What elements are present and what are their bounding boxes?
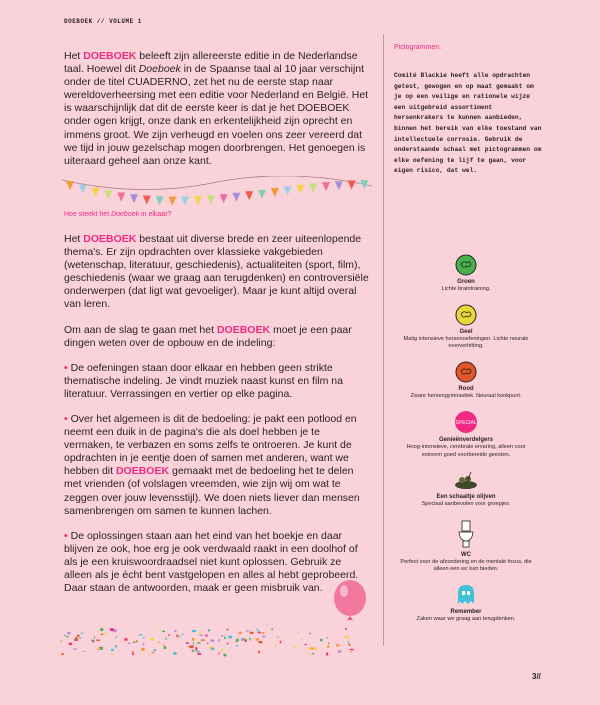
confetti-piece (236, 645, 239, 646)
confetti-piece (75, 637, 77, 640)
confetti-piece (338, 650, 341, 652)
confetti-piece (211, 640, 215, 642)
confetti-piece (218, 653, 219, 655)
confetti-piece (100, 647, 103, 650)
confetti-piece (100, 628, 103, 631)
confetti-piece (259, 641, 263, 643)
confetti-piece (250, 638, 254, 639)
pictogram-legend (396, 254, 536, 633)
bunting-flag (335, 181, 343, 190)
bunting-flag (66, 181, 74, 190)
confetti-piece (111, 649, 114, 651)
paragraph-start: Om aan de slag te gaan met het DOEBOEK moet je een paar dingen weten over de opbouw en de indeling: (64, 323, 352, 349)
confetti-piece (168, 635, 170, 636)
confetti-piece (203, 639, 204, 642)
confetti-piece (105, 632, 107, 634)
bullet-oefeningen: • De oefeningen staan door elkaar en hebben geen strikte thematische indeling. Je vindt muziek naast kunst en film na literatuur. Verrassingen en vertier op elke pagina. (64, 361, 343, 400)
paragraph-themes: Het DOEBOEK bestaat uit diverse brede en zeer uiteenlopende thema's. Er zijn opdrachten over klassieke vakgebieden (wetenschap, literatuur, geschiedenis), actualiteiten (sport, film), geschiedenis (waar we graag aan terugdenken) en controversiële onderwerpen (dat ligt wat gevoeliger). Maar je kunt altijd overal van leren. (64, 232, 369, 311)
confetti-piece (256, 628, 257, 629)
confetti-piece (327, 637, 329, 639)
confetti-piece (308, 647, 311, 649)
main-column (64, 50, 369, 607)
confetti-piece (173, 652, 176, 655)
confetti-piece (193, 642, 194, 645)
bunting-flag (309, 183, 317, 192)
confetti-piece (345, 636, 349, 638)
bunting-flag (220, 194, 228, 203)
confetti-piece (125, 638, 128, 641)
red-brain-icon (455, 361, 477, 383)
confetti-piece (245, 639, 247, 642)
confetti-piece (257, 630, 260, 632)
confetti-piece (174, 630, 177, 632)
confetti-piece (148, 654, 149, 655)
legend-item: Groen Lichte braintraining. (396, 254, 536, 294)
confetti-piece (208, 629, 210, 631)
bunting-flag (79, 185, 87, 194)
confetti-piece (143, 637, 145, 638)
confetti-piece (275, 645, 277, 647)
confetti-piece (198, 653, 202, 655)
confetti-piece (159, 629, 160, 632)
confetti-piece (128, 643, 131, 644)
bunting-flag (348, 181, 356, 190)
confetti-piece (201, 640, 203, 641)
confetti-piece (132, 651, 134, 653)
confetti-piece (227, 643, 228, 645)
confetti-piece (83, 651, 84, 652)
confetti-piece (111, 654, 113, 656)
bunting-flag (194, 196, 202, 205)
confetti-piece (64, 634, 65, 636)
confetti-piece (239, 632, 242, 634)
bunting-flag (322, 182, 330, 191)
confetti-piece (166, 637, 167, 640)
confetti-piece (301, 639, 302, 640)
confetti-piece (81, 632, 82, 634)
bunting-flag (156, 196, 164, 205)
confetti-piece (258, 651, 260, 654)
confetti-piece (139, 634, 142, 635)
confetti-piece (218, 639, 219, 642)
bunting-flag (104, 190, 112, 199)
confetti-piece (152, 652, 155, 654)
balloon-icon (330, 578, 370, 628)
olives-icon (453, 469, 479, 491)
confetti-piece (271, 628, 272, 630)
confetti-piece (199, 632, 201, 634)
bunting-flag (181, 197, 189, 206)
confetti-piece (110, 628, 114, 631)
confetti-piece (315, 648, 318, 651)
bunting-decoration (62, 176, 372, 212)
bunting-flag (92, 188, 100, 197)
confetti-piece (67, 632, 70, 634)
confetti-piece (192, 650, 194, 652)
bunting-flag (258, 190, 266, 199)
confetti-piece (136, 640, 137, 642)
confetti-piece (207, 643, 208, 645)
confetti-piece (200, 635, 203, 637)
legend-item: WC Perfect voor de afzondering en de mentale focus, die alleen een wc kan bieden. (396, 519, 536, 574)
confetti-piece (61, 653, 64, 655)
bullet-bedoeling: • Over het algemeen is dit de bedoeling: je pakt een potlood en neemt een duik in de pagina's die als doel hebben je te vermaken, te verbazen en soms zelfs te ontroeren. Je kunt de opdrachten in je eentje doen of samen met anderen, want we hebben dit DOEBOEK gemaakt met de bedoeling het te delen met vrienden (of volslagen vreemden, wie zijn wij om wat te zeggen over jouw levensstijl). We doen niets liever dan mensen samenbrengen om samen te kunnen lachen. (64, 412, 360, 517)
confetti-piece (345, 628, 347, 630)
confetti-piece (73, 649, 77, 650)
confetti-piece (336, 644, 339, 646)
confetti-piece (327, 646, 329, 649)
legend-item: Geel Matig intensieve hersenoefeningen. Lichte neurale oververhitting. (396, 304, 536, 351)
confetti-piece (350, 649, 354, 651)
confetti-piece (101, 634, 103, 635)
confetti-piece (278, 636, 279, 638)
special-badge-icon (454, 410, 478, 434)
confetti-piece (77, 635, 80, 637)
confetti-piece (236, 640, 237, 643)
confetti-piece (192, 630, 196, 632)
confetti-piece (154, 649, 156, 651)
confetti-piece (140, 653, 141, 655)
bunting-flag (245, 191, 253, 200)
bullet-oplossingen: • De oplossingen staan aan het eind van het boekje en daar blijven ze ook, hoe erg je ook verdwaald raakt in een doolhof of als je een kruiswoordraadsel niet kunt oplossen. Gebruik ze alleen als je écht bent vastgelopen en alles al hebt geprobeerd. Daar staan de antwoorden, maak er geen misbruik van. (64, 529, 359, 595)
confetti-piece (246, 631, 247, 633)
confetti-piece (179, 635, 180, 637)
bunting-flag (207, 195, 215, 204)
confetti-piece (189, 646, 192, 647)
confetti-piece (186, 642, 189, 644)
confetti-piece (132, 653, 134, 655)
confetti-piece (116, 636, 117, 638)
legend-item: Een schaaltje olijven Speciaal aanbevolen voor groepjes. (396, 469, 536, 509)
bunting-flag (271, 188, 279, 197)
confetti-piece (94, 637, 95, 639)
confetti-piece (280, 641, 282, 643)
confetti-piece (162, 631, 165, 632)
bunting-flag (232, 193, 240, 202)
confetti-piece (224, 654, 227, 657)
confetti-piece (115, 645, 117, 648)
bunting-flag (168, 197, 176, 206)
confetti-piece (262, 632, 265, 634)
svg-text:SPECIAL: SPECIAL (455, 420, 477, 426)
confetti-piece (212, 648, 215, 651)
confetti-piece (91, 640, 94, 641)
confetti-piece (309, 654, 312, 655)
confetti-piece (192, 638, 195, 641)
confetti-piece (133, 642, 136, 643)
pictogram-title: Pictogrammen: (394, 44, 442, 51)
confetti-piece (256, 638, 259, 641)
legend-item: Rood Zware hersengymnastiek. Neuraal kookpunt. (396, 361, 536, 401)
confetti-piece (226, 629, 228, 631)
confetti-piece (195, 647, 197, 650)
confetti-piece (158, 641, 159, 643)
confetti-piece (262, 636, 265, 638)
bunting-flag (130, 194, 138, 203)
confetti-piece (164, 644, 165, 646)
confetti-piece (221, 650, 225, 651)
section-subhead: Hoe steekt het Doeboek in elkaar? (64, 210, 172, 218)
confetti-piece (304, 644, 307, 645)
confetti-piece (176, 635, 178, 638)
confetti-piece (141, 648, 145, 651)
confetti-piece (349, 644, 351, 646)
confetti-piece (311, 647, 314, 649)
brand-doeboek: DOEBOEK (83, 50, 137, 62)
confetti-piece (205, 635, 207, 637)
confetti-piece (60, 641, 62, 642)
confetti-piece (224, 637, 226, 640)
confetti-piece (297, 632, 299, 633)
confetti-piece (258, 632, 261, 633)
pictogram-intro: Comité Blackie heeft alle opdrachten getest, gewogen en op maat gemaakt om je op een veilige en rationele wijze een uitgebreid assortiment hersenkrakers te kunnen aanbieden, binnen het bereik van elke toestand van intellectuele corrosie. Gebruik de onderstaande schaal met pictogrammen om elke oefening te lijf te gaan, voor eigen risico, dat wel. (394, 72, 542, 175)
confetti-piece (294, 646, 296, 649)
yellow-brain-icon (455, 304, 477, 326)
confetti-piece (250, 632, 254, 634)
confetti-piece (221, 635, 223, 637)
bunting-flag (284, 186, 292, 195)
confetti-piece (120, 642, 122, 643)
confetti-piece (247, 630, 249, 631)
running-header: DOEBOEK // VOLUME 1 (64, 18, 142, 25)
pictogram-column (394, 44, 544, 177)
green-brain-icon (455, 254, 477, 276)
confetti-piece (328, 643, 329, 644)
legend-item: SPECIAL Genieënverdelgers Hoog-intensieve, cerebrale ervaring, alleen voor extreem goed voorbereide geesten. (396, 410, 536, 459)
intro-paragraph: Het DOEBOEK beleeft zijn allereerste editie in de Nederlandse taal. Hoewel dit Doeboek in de Spaanse taal al 10 jaar verschijnt onder de titel CUADERNO, zet het nu de eerste stap naar wereldoverheersing met een editie voor Nederland en België. Het is waarschijnlijk dat dit de eerste keer is dat je het DOEBOEK onder ogen krijgt, onze dank en erkentelijkheid zijn oprecht en immens groot. We zijn verheugd en voelen ons zeer vereerd dat we tijd in jouw gezelschap mogen doorbrengen. Het genoegen is uiteraard geheel aan onze kant. (64, 50, 369, 167)
confetti-piece (69, 643, 72, 645)
confetti-piece (195, 651, 197, 652)
column-divider (383, 34, 384, 646)
confetti-piece (164, 646, 167, 649)
confetti-piece (197, 651, 200, 653)
confetti-piece (228, 636, 231, 639)
confetti-piece (197, 642, 201, 643)
bunting-flag (296, 185, 304, 194)
confetti-piece (92, 641, 94, 642)
confetti-piece (143, 643, 144, 645)
confetti-piece (312, 653, 314, 655)
confetti-piece (150, 638, 154, 640)
legend-item: Remember Zaken waar we graag aan terugdenken. (396, 584, 536, 624)
confetti-piece (350, 651, 352, 652)
confetti-piece (85, 632, 86, 634)
confetti-piece (79, 637, 81, 639)
confetti-piece (96, 640, 100, 641)
confetti-piece (182, 634, 184, 635)
confetti-piece (309, 633, 311, 635)
bunting-flag (117, 193, 125, 202)
bunting-flag (143, 196, 151, 205)
confetti-piece (326, 653, 328, 656)
confetti-piece (237, 639, 239, 642)
confetti-piece (243, 638, 244, 639)
toilet-icon (456, 519, 476, 549)
ghost-icon (456, 584, 476, 606)
page-number: 3// (532, 672, 541, 681)
confetti-piece (66, 636, 69, 637)
confetti-piece (348, 641, 349, 643)
confetti-piece (320, 639, 322, 642)
